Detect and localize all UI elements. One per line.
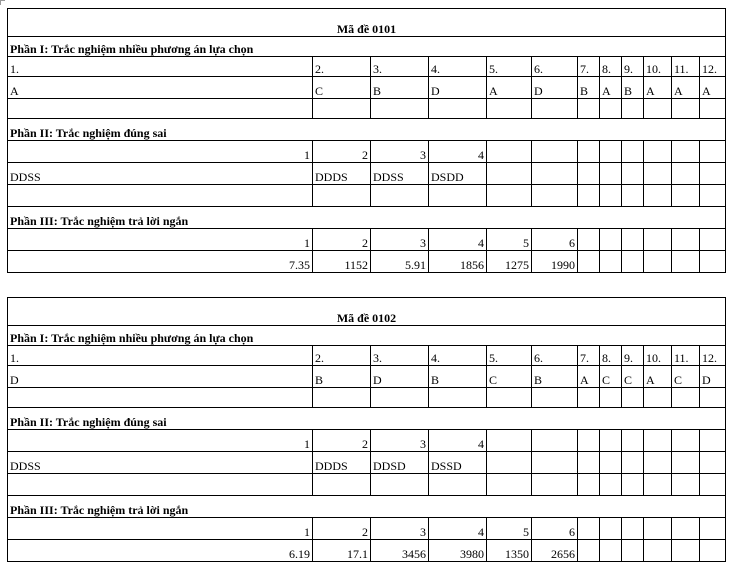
empty-cell bbox=[672, 452, 700, 474]
empty-cell bbox=[600, 430, 622, 452]
empty-cell bbox=[487, 474, 532, 496]
part3-answer: 17.1 bbox=[313, 540, 371, 562]
empty-cell bbox=[622, 229, 644, 251]
empty-cell bbox=[700, 185, 726, 207]
empty-cell bbox=[622, 388, 644, 408]
part2-answer: DSSD bbox=[429, 452, 487, 474]
part1-answer: C bbox=[313, 77, 371, 99]
part1-question-number: 1. bbox=[8, 57, 313, 77]
empty-cell bbox=[487, 452, 532, 474]
part1-answer: B bbox=[532, 366, 578, 388]
part1-question-number: 8. bbox=[600, 57, 622, 77]
page-corner-mark bbox=[0, 0, 5, 5]
part2-answer: DDSS bbox=[371, 163, 429, 185]
part1-answer: C bbox=[672, 366, 700, 388]
part3-answer: 7.35 bbox=[8, 251, 313, 273]
empty-cell bbox=[700, 452, 726, 474]
answer-key-table-0102 bbox=[7, 297, 726, 562]
empty-cell bbox=[644, 99, 672, 119]
empty-cell bbox=[487, 185, 532, 207]
part1-answer: D bbox=[371, 366, 429, 388]
part3-question-number: 1 bbox=[8, 229, 313, 251]
part1-question-number: 5. bbox=[487, 346, 532, 366]
empty-cell bbox=[644, 474, 672, 496]
empty-cell bbox=[622, 251, 644, 273]
empty-cell bbox=[429, 388, 487, 408]
empty-cell bbox=[644, 229, 672, 251]
part1-answer: D bbox=[8, 366, 313, 388]
empty-cell bbox=[532, 474, 578, 496]
empty-cell bbox=[532, 452, 578, 474]
empty-cell bbox=[672, 540, 700, 562]
part1-answer: B bbox=[371, 77, 429, 99]
empty-cell bbox=[672, 163, 700, 185]
empty-cell bbox=[600, 229, 622, 251]
empty-cell bbox=[429, 99, 487, 119]
empty-cell bbox=[700, 388, 726, 408]
part3-question-number: 3 bbox=[371, 229, 429, 251]
part1-question-number: 2. bbox=[313, 346, 371, 366]
part2-answer: DDDS bbox=[313, 452, 371, 474]
part3-question-number: 3 bbox=[371, 518, 429, 540]
part2-answer: DDSS bbox=[8, 452, 313, 474]
part3-answer: 3980 bbox=[429, 540, 487, 562]
empty-cell bbox=[600, 163, 622, 185]
empty-cell bbox=[600, 452, 622, 474]
part3-question-number: 5 bbox=[487, 229, 532, 251]
empty-cell bbox=[313, 185, 371, 207]
empty-cell bbox=[578, 99, 600, 119]
empty-cell bbox=[600, 251, 622, 273]
empty-cell bbox=[600, 185, 622, 207]
part1-answer: B bbox=[622, 77, 644, 99]
empty-cell bbox=[487, 99, 532, 119]
empty-cell bbox=[672, 388, 700, 408]
empty-cell bbox=[532, 185, 578, 207]
part3-question-number: 2 bbox=[313, 229, 371, 251]
part3-question-number: 2 bbox=[313, 518, 371, 540]
part3-answer: 1856 bbox=[429, 251, 487, 273]
empty-cell bbox=[578, 388, 600, 408]
part1-answer: D bbox=[532, 77, 578, 99]
empty-cell bbox=[622, 141, 644, 163]
part1-question-number: 11. bbox=[672, 57, 700, 77]
empty-cell bbox=[644, 540, 672, 562]
empty-cell bbox=[644, 430, 672, 452]
part1-answer: A bbox=[672, 77, 700, 99]
empty-cell bbox=[487, 141, 532, 163]
empty-cell bbox=[644, 452, 672, 474]
part3-answer: 3456 bbox=[371, 540, 429, 562]
part3-question-number: 1 bbox=[8, 518, 313, 540]
empty-cell bbox=[600, 388, 622, 408]
empty-cell bbox=[578, 229, 600, 251]
empty-cell bbox=[672, 229, 700, 251]
part1-question-number: 4. bbox=[429, 57, 487, 77]
empty-cell bbox=[700, 474, 726, 496]
empty-cell bbox=[532, 141, 578, 163]
part1-question-number: 10. bbox=[644, 57, 672, 77]
empty-cell bbox=[429, 474, 487, 496]
part1-answer: A bbox=[644, 77, 672, 99]
empty-cell bbox=[700, 99, 726, 119]
part2-question-number: 4 bbox=[429, 141, 487, 163]
empty-cell bbox=[600, 518, 622, 540]
empty-cell bbox=[371, 185, 429, 207]
part3-question-number: 6 bbox=[532, 518, 578, 540]
part2-question-number: 1 bbox=[8, 141, 313, 163]
part3-answer: 5.91 bbox=[371, 251, 429, 273]
empty-cell bbox=[672, 430, 700, 452]
empty-cell bbox=[8, 474, 313, 496]
empty-cell bbox=[532, 430, 578, 452]
part1-answer: C bbox=[622, 366, 644, 388]
part1-answer: A bbox=[644, 366, 672, 388]
empty-cell bbox=[622, 99, 644, 119]
part1-question-number: 8. bbox=[600, 346, 622, 366]
exam-code-title: Mã đề 0102 bbox=[8, 298, 726, 326]
part3-answer: 1990 bbox=[532, 251, 578, 273]
part3-question-number: 6 bbox=[532, 229, 578, 251]
empty-cell bbox=[622, 430, 644, 452]
empty-cell bbox=[622, 185, 644, 207]
empty-cell bbox=[622, 540, 644, 562]
empty-cell bbox=[672, 141, 700, 163]
part1-answer: A bbox=[600, 77, 622, 99]
part1-question-number: 5. bbox=[487, 57, 532, 77]
empty-cell bbox=[700, 518, 726, 540]
answer-key-table-0101 bbox=[7, 8, 726, 273]
part2-heading: Phần II: Trắc nghiệm đúng sai bbox=[8, 408, 726, 430]
empty-cell bbox=[644, 518, 672, 540]
part1-question-number: 7. bbox=[578, 346, 600, 366]
empty-cell bbox=[644, 251, 672, 273]
part1-answer: B bbox=[429, 366, 487, 388]
empty-cell bbox=[578, 185, 600, 207]
part1-answer: C bbox=[600, 366, 622, 388]
part3-question-number: 4 bbox=[429, 518, 487, 540]
part1-answer: B bbox=[313, 366, 371, 388]
empty-cell bbox=[600, 99, 622, 119]
empty-cell bbox=[622, 163, 644, 185]
empty-cell bbox=[313, 474, 371, 496]
part2-question-number: 2 bbox=[313, 141, 371, 163]
empty-cell bbox=[371, 388, 429, 408]
empty-cell bbox=[672, 99, 700, 119]
empty-cell bbox=[644, 185, 672, 207]
empty-cell bbox=[700, 163, 726, 185]
empty-cell bbox=[578, 163, 600, 185]
empty-cell bbox=[8, 99, 313, 119]
empty-cell bbox=[672, 251, 700, 273]
part2-question-number: 3 bbox=[371, 141, 429, 163]
part2-question-number: 2 bbox=[313, 430, 371, 452]
part1-question-number: 2. bbox=[313, 57, 371, 77]
part1-question-number: 10. bbox=[644, 346, 672, 366]
part2-answer: DDSS bbox=[8, 163, 313, 185]
empty-cell bbox=[700, 229, 726, 251]
part1-answer: D bbox=[700, 366, 726, 388]
empty-cell bbox=[600, 474, 622, 496]
empty-cell bbox=[578, 452, 600, 474]
part3-question-number: 4 bbox=[429, 229, 487, 251]
part1-answer: A bbox=[700, 77, 726, 99]
empty-cell bbox=[578, 251, 600, 273]
part2-answer: DSDD bbox=[429, 163, 487, 185]
exam-code-title: Mã đề 0101 bbox=[8, 9, 726, 37]
empty-cell bbox=[8, 185, 313, 207]
part1-question-number: 12. bbox=[700, 346, 726, 366]
empty-cell bbox=[672, 474, 700, 496]
part1-question-number: 1. bbox=[8, 346, 313, 366]
part1-question-number: 9. bbox=[622, 57, 644, 77]
empty-cell bbox=[600, 540, 622, 562]
part1-answer: C bbox=[487, 366, 532, 388]
part3-answer: 1350 bbox=[487, 540, 532, 562]
empty-cell bbox=[622, 518, 644, 540]
empty-cell bbox=[371, 474, 429, 496]
part1-question-number: 6. bbox=[532, 57, 578, 77]
part3-question-number: 5 bbox=[487, 518, 532, 540]
empty-cell bbox=[700, 141, 726, 163]
part1-question-number: 4. bbox=[429, 346, 487, 366]
empty-cell bbox=[622, 474, 644, 496]
part1-question-number: 9. bbox=[622, 346, 644, 366]
empty-cell bbox=[429, 185, 487, 207]
part3-answer: 1152 bbox=[313, 251, 371, 273]
part1-question-number: 3. bbox=[371, 346, 429, 366]
part2-answer: DDSD bbox=[371, 452, 429, 474]
empty-cell bbox=[487, 163, 532, 185]
part1-question-number: 6. bbox=[532, 346, 578, 366]
empty-cell bbox=[578, 540, 600, 562]
empty-cell bbox=[672, 185, 700, 207]
empty-cell bbox=[371, 99, 429, 119]
part3-heading: Phần III: Trắc nghiệm trả lời ngắn bbox=[8, 496, 726, 518]
empty-cell bbox=[672, 518, 700, 540]
empty-cell bbox=[622, 452, 644, 474]
part3-answer: 2656 bbox=[532, 540, 578, 562]
part1-heading: Phần I: Trắc nghiệm nhiều phương án lựa chọn bbox=[8, 37, 726, 57]
empty-cell bbox=[700, 251, 726, 273]
part1-answer: A bbox=[487, 77, 532, 99]
empty-cell bbox=[532, 388, 578, 408]
empty-cell bbox=[700, 540, 726, 562]
part1-answer: A bbox=[578, 366, 600, 388]
part2-question-number: 4 bbox=[429, 430, 487, 452]
empty-cell bbox=[487, 430, 532, 452]
part2-question-number: 3 bbox=[371, 430, 429, 452]
empty-cell bbox=[578, 430, 600, 452]
part3-heading: Phần III: Trắc nghiệm trả lời ngắn bbox=[8, 207, 726, 229]
part2-question-number: 1 bbox=[8, 430, 313, 452]
empty-cell bbox=[644, 388, 672, 408]
empty-cell bbox=[487, 388, 532, 408]
part3-answer: 6.19 bbox=[8, 540, 313, 562]
empty-cell bbox=[644, 163, 672, 185]
empty-cell bbox=[700, 430, 726, 452]
empty-cell bbox=[313, 388, 371, 408]
empty-cell bbox=[532, 99, 578, 119]
part2-heading: Phần II: Trắc nghiệm đúng sai bbox=[8, 119, 726, 141]
empty-cell bbox=[578, 141, 600, 163]
part1-question-number: 12. bbox=[700, 57, 726, 77]
part1-heading: Phần I: Trắc nghiệm nhiều phương án lựa chọn bbox=[8, 326, 726, 346]
part2-answer: DDDS bbox=[313, 163, 371, 185]
part3-answer: 1275 bbox=[487, 251, 532, 273]
part1-answer: A bbox=[8, 77, 313, 99]
part1-question-number: 11. bbox=[672, 346, 700, 366]
empty-cell bbox=[578, 518, 600, 540]
part1-answer: B bbox=[578, 77, 600, 99]
empty-cell bbox=[532, 163, 578, 185]
empty-cell bbox=[600, 141, 622, 163]
empty-cell bbox=[578, 474, 600, 496]
empty-cell bbox=[644, 141, 672, 163]
part1-question-number: 7. bbox=[578, 57, 600, 77]
empty-cell bbox=[8, 388, 313, 408]
part1-answer: D bbox=[429, 77, 487, 99]
part1-question-number: 3. bbox=[371, 57, 429, 77]
empty-cell bbox=[313, 99, 371, 119]
